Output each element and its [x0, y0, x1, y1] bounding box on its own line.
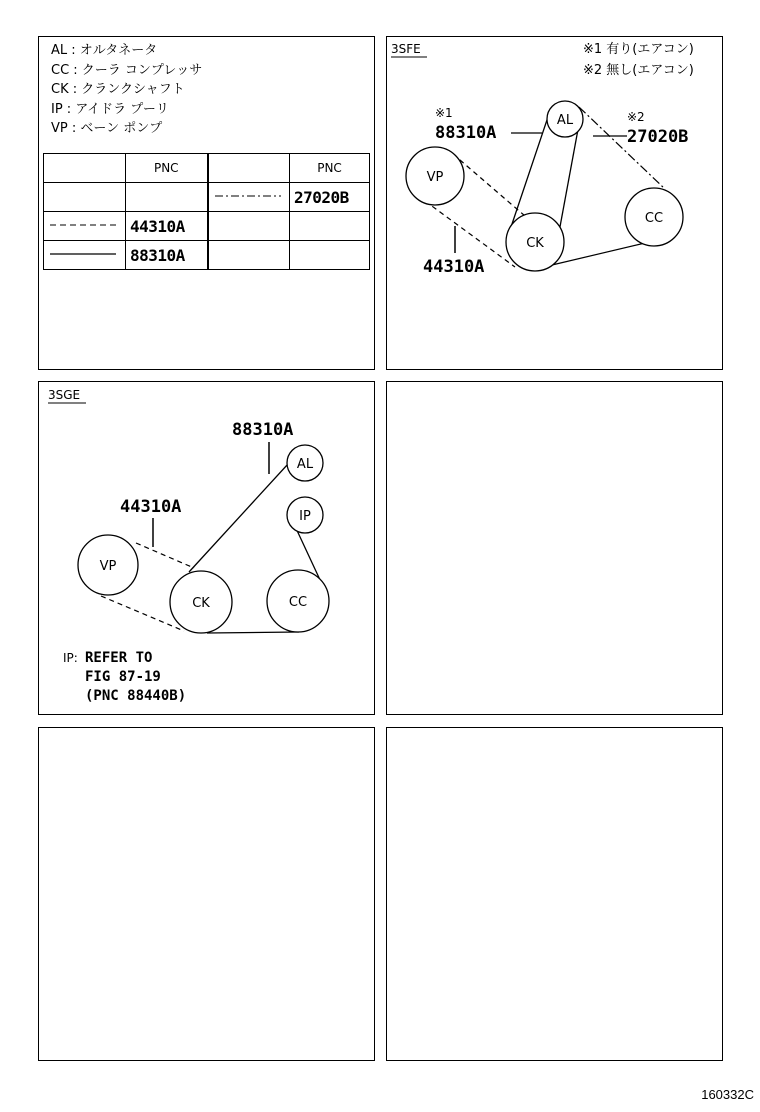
mark-1: ※1: [435, 106, 453, 120]
label-88310a: 88310A: [435, 123, 497, 143]
pnc-table-header: [44, 154, 370, 183]
header-pnc-2: PNC: [290, 154, 370, 183]
dashed-line-sample: [48, 220, 118, 230]
figure-code: 160332C: [701, 1087, 754, 1102]
pnc-code: 44310A: [130, 216, 185, 236]
header-pnc-1: PNC: [126, 154, 208, 183]
note-aircon-without: ※2 無し(エアコン): [583, 63, 694, 78]
svg-text:AL: AL: [556, 113, 574, 128]
table-row: [44, 183, 370, 212]
svg-text:CC: CC: [644, 211, 664, 226]
pulley-al: [547, 101, 583, 137]
legend-item-ip: IP : アイドラ プーリ: [51, 101, 169, 117]
header-line-type-1: [44, 154, 126, 183]
legend-panel: [38, 36, 375, 370]
pnc-code: 27020B: [294, 187, 349, 207]
note-prefix: IP:: [63, 651, 78, 665]
svg-text:VP: VP: [99, 559, 117, 574]
pnc-code: 88310A: [130, 245, 185, 265]
svg-text:VP: VP: [426, 170, 444, 185]
note-line-2: FIG 87-19: [85, 669, 161, 685]
pulley-al: [287, 445, 323, 481]
svg-text:CK: CK: [192, 596, 210, 611]
mark-2: ※2: [627, 110, 645, 124]
diagram-3sfe-panel: [386, 36, 723, 370]
table-row: [44, 212, 370, 241]
pulley-ck: [170, 571, 232, 633]
engine-title: 3SFE: [391, 42, 421, 56]
table-row: [44, 241, 370, 270]
note-aircon-with: ※1 有り(エアコン): [583, 42, 694, 57]
legend-item-al: AL : オルタネータ: [51, 43, 158, 58]
svg-text:CK: CK: [526, 236, 544, 251]
pulley-cc: [267, 570, 329, 632]
empty-panel: [386, 381, 723, 715]
label-88310a: 88310A: [232, 420, 294, 440]
pulley-ip: [287, 497, 323, 533]
legend-item-vp: VP : ベーン ポンプ: [51, 121, 163, 136]
note-line-3: (PNC 88440B): [85, 688, 187, 704]
engine-title: 3SGE: [48, 388, 81, 402]
note-line-1: REFER TO: [85, 650, 153, 666]
svg-text:CC: CC: [288, 595, 308, 610]
pulley-ck: [506, 213, 564, 271]
solid-line-sample: [48, 249, 118, 259]
pnc-table: [43, 153, 370, 270]
label-44310a: 44310A: [120, 497, 182, 517]
header-line-type-2: [208, 154, 290, 183]
dash-dot-line-sample: [213, 191, 283, 201]
svg-text:AL: AL: [296, 457, 314, 472]
diagram-3sge-panel: [38, 381, 375, 715]
svg-text:IP: IP: [299, 509, 311, 524]
legend-item-ck: CK : クランクシャフト: [51, 82, 185, 97]
label-44310a: 44310A: [423, 257, 485, 277]
pulley-vp: [406, 147, 464, 205]
abbreviation-legend: [51, 41, 202, 139]
legend-item-cc: CC : クーラ コンプレッサ: [51, 62, 203, 78]
empty-panel: [386, 727, 723, 1061]
pulley-cc: [625, 188, 683, 246]
belt-diagram-3sge: [39, 382, 373, 713]
belt-diagram-3sfe: [387, 37, 721, 368]
label-27020b: 27020B: [627, 127, 689, 147]
empty-panel: [38, 727, 375, 1061]
pulley-vp: [78, 535, 138, 595]
